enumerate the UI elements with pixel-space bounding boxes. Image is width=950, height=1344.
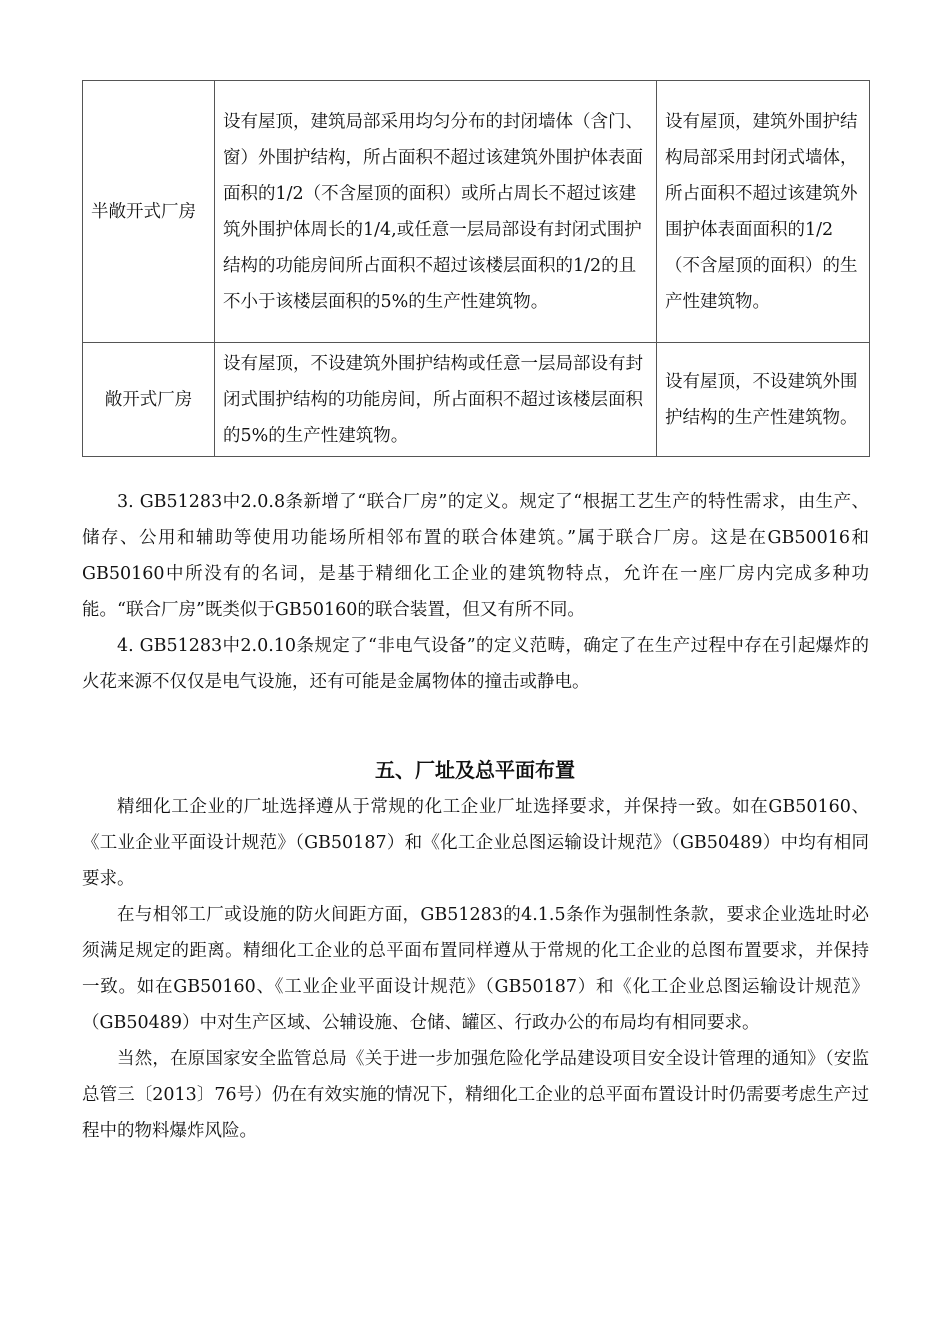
paragraph: 精细化工企业的厂址选择遵从于常规的化工企业厂址选择要求，并保持一致。如在GB50160、《工业企业平面设计规范》（GB50187）和《化工企业总图运输设计规范》（GB50489）中均有相同要求。 xyxy=(82,797,869,889)
paragraph: 在与相邻工厂或设施的防火间距方面，GB51283的4.1.5条作为强制性条款，要求企业选址时必须满足规定的距离。精细化工企业的总平面布置同样遵从于常规的化工企业的总图布置要求，并保持一致。如在GB50160、《工业企业平面设计规范》（GB50187）和《化工企业总图运输设计规范》（GB50489）中对生产区域、公辅设施、仓储、罐区、行政办公的布局均有相同要求。 xyxy=(82,905,869,1033)
section-title: 五、厂址及总平面布置 xyxy=(375,758,575,782)
body-text-top xyxy=(82,484,869,700)
table-row xyxy=(83,343,870,457)
table-cell-gb50160: 设有屋顶，建筑外围护结构局部采用封闭式墙体，所占面积不超过该建筑外围护体表面面积的1/2（不含屋顶的面积）的生产性建筑物。 xyxy=(657,81,870,343)
table-cell-type: 敞开式厂房 xyxy=(83,343,215,457)
paragraph: 4. GB51283中2.0.10条规定了“非电气设备”的定义范畴，确定了在生产过程中存在引起爆炸的火花来源不仅仅是电气设施，还有可能是金属物体的撞击或静电。 xyxy=(82,636,869,692)
table-cell-gb51283: 设有屋顶，不设建筑外围护结构或任意一层局部设有封闭式围护结构的功能房间，所占面积不超过该楼层面积的5%的生产性建筑物。 xyxy=(215,343,657,457)
definition-table xyxy=(82,80,870,457)
table-cell-type: 半敞开式厂房 xyxy=(83,81,215,343)
body-text-bottom xyxy=(82,789,869,1149)
table-row xyxy=(83,81,870,343)
table-cell-gb50160: 设有屋顶，不设建筑外围护结构的生产性建筑物。 xyxy=(657,343,870,457)
paragraph: 当然，在原国家安全监管总局《关于进一步加强危险化学品建设项目安全设计管理的通知》（安监总管三〔2013〕76号）仍在有效实施的情况下，精细化工企业的总平面布置设计时仍需要考虑生产过程中的物料爆炸风险。 xyxy=(82,1049,869,1141)
paragraph: 3. GB51283中2.0.8条新增了“联合厂房”的定义。规定了“根据工艺生产的特性需求，由生产、储存、公用和辅助等使用功能场所相邻布置的联合体建筑。”属于联合厂房。这是在GB50016和GB50160中所没有的名词，是基于精细化工企业的建筑物特点，允许在一座厂房内完成多种功能。“联合厂房”既类似于GB50160的联合装置，但又有所不同。 xyxy=(82,492,869,620)
table-cell-gb51283: 设有屋顶，建筑局部采用均匀分布的封闭墙体（含门、窗）外围护结构，所占面积不超过该建筑外围护体表面面积的1/2（不含屋顶的面积）或所占周长不超过该建筑外围护体周长的1/4,或任意一层局部设有封闭式围护结构的功能房间所占面积不超过该楼层面积的1/2的且不小于该楼层面积的5%的生产性建筑物。 xyxy=(215,81,657,343)
